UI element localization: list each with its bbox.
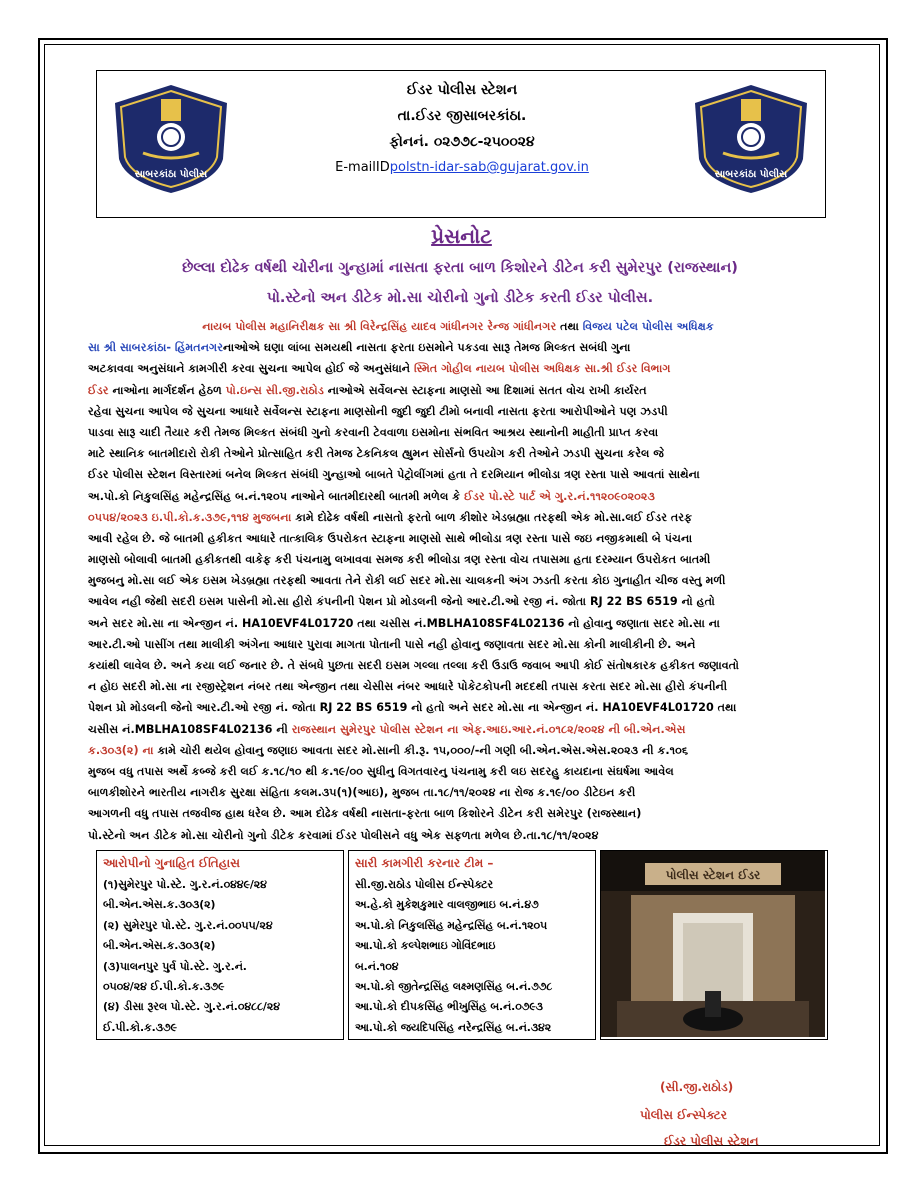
email-label: E-mailID — [335, 160, 390, 175]
body-line: આર.ટી.ઓ પાસીંગ તથા માલીકી અંગેના આધાર પુરાવા માગતા પોતાની પાસે નહી હોવાનુ જણાવતા સદર મો.સા કોની માલીકીની છે. અને — [88, 637, 696, 651]
body-line: અને સદર મો.સા ના એન્જીન નં. HA10EVF4L01720 તથા ચસીસ નં.MBLHA108SF4L02136 નો હોવાનુ જણાતા સદર મો.સા ના — [88, 616, 720, 630]
team-member: અ.પો.કો જીતેન્દ્રસિંહ લક્ષ્મણસિંહ બ.નં.૭૭૮ — [355, 979, 553, 993]
team-member: બ.નં.૧૦૪ — [355, 959, 399, 973]
history-line: ૦૫૦૪/૨૪ ઈ.પી.કો.ક.૩૭૯ — [103, 979, 225, 993]
police-badge-right — [687, 81, 815, 197]
police-station-photo — [601, 851, 825, 1037]
email-link[interactable]: polstn-idar-sab@gujarat.gov.in — [389, 160, 589, 175]
history-line: (૧)સુમેરપુર પો.સ્ટે. ગુ.ર.નં.૦૪૪૯/૨૪ — [103, 878, 267, 891]
body-line: રહેવા સુચના આપેલ જે સુચના આધારે સર્વેલન્સ સ્ટાફના માણસોની જુદી જુદી ટીમો બનાવી નાસતા ફરતા આરોપીઓને પણ ઝડપી — [88, 404, 668, 418]
taluka-district: તા.ઈડર જીસાબરકાંઠા. — [397, 108, 527, 124]
press-note-title: પ્રેસનોટ — [431, 224, 492, 248]
criminal-history-box — [96, 850, 344, 1040]
team-member: આ.પો.કો દીપકસિંહ ભીખુસિંહ બ.નં.૦૭૯૩ — [355, 1000, 543, 1014]
phone-number: ફોનનં. ૦૨૭૭૮-૨૫૦૦૨૪ — [389, 134, 535, 150]
history-line: ઈ.પી.કો.ક.૩૭૯ — [103, 1020, 177, 1034]
signatory-designation: પોલીસ ઈન્સ્પેક્ટર — [640, 1108, 727, 1122]
body-line: આવેલ નહી જેથી સદરી ઇસમ પાસેની મો.સા હીરો કંપનીની પેશન પ્રો મોડલની જેનો આર.ટી.ઓ રજી નં. જોતા RJ 22 BS 6519 નો હતો — [88, 595, 715, 609]
history-line: (૩)પાલનપુર પુર્વ પો.સ્ટે. ગુ.ર.નં. — [103, 959, 247, 973]
history-line: બી.એન.એસ.ક.૩૦૩(૨) — [103, 939, 216, 953]
badge-label-left: સાબરકાંઠા પોલીસ — [134, 169, 208, 180]
body-line: નાયબ પોલીસ મહાનિરીક્ષક સા શ્રી વિરેન્દ્રસિંહ યાદવ ગાંધીનગર રેન્જ ગાંધીનગર તથા વિજય પટેલ પોલીસ અધિક્ષક — [202, 320, 714, 333]
letterhead — [96, 70, 826, 218]
team-box — [348, 850, 596, 1040]
history-line: (૨) સુમેરપુર પો.સ્ટે. ગુ.ર.નં.૦૦૫૫/૨૪ — [103, 918, 273, 932]
history-line: બી.એન.એસ.ક.૩૦૩(૨) — [103, 898, 216, 912]
body-line: માણસો બોલાવી બાતમી હકીકતથી વાકેફ કરી પંચનામુ લખાવવા સમજ કરી ભીલોડા ત્રણ રસ્તા વોચ તપાસમા હતા દરમ્યાન ઉપરોકત બાતમી — [88, 553, 711, 567]
team-member: આ.પો.કો કલ્પેશભાઇ ગોવિંદભાઇ — [355, 939, 496, 953]
body-line: ઈડર પોલીસ સ્ટેશન વિસ્તારમાં બનેલ મિલ્કત સંબંધી ગુન્હાઓ બાબતે પેટ્રોલીંગમાં હતા તે દરમિયાન ભીલોડા ત્રણ રસ્તા પાસે આવતાં સાથેના — [88, 468, 700, 482]
signatory-name: (સી.જી.રાઠોડ) — [660, 1080, 734, 1094]
team-title: સારી કામગીરી કરનાર ટીમ – — [355, 856, 494, 870]
body-line: ઈડર નાઓના માર્ગદર્શન હેઠળ પો.ઇન્સ સી.જી.રાઠોડ નાઓએ સર્વેલન્સ સ્ટાફના માણસો આ દિશામાં સતત વોચ રાખી કાર્યરત — [88, 383, 647, 397]
body-line: મુજબ વધુ તપાસ અર્થે કબ્જે કરી લઈ ક.૧૮/૧૦ થી ક.૧૯/૦૦ સુધીનુ વિગતવારનુ પંચનામુ કરી લઇ સદરહુ કાયદાના સંઘર્ષમા આવેલ — [88, 764, 674, 778]
body-line: ક.૩૦૩(૨) ના કામે ચોરી થયેલ હોવાનુ જણાઇ આવતા સદર મો.સાની કી.રૂ. ૧૫,૦૦૦/-ની ગણી બી.એન.એસ.એસ.૨૦૨૩ ની ક.૧૦૬ — [88, 743, 689, 757]
body-line: ન હોઇ સદરી મો.સા ના રજીસ્ટ્રેશન નંબર તથા એન્જીન તથા ચેસીસ નંબર આધારે પોકેટકોપની મદદથી તપાસ કરતા સદર મો.સા હીરો કંપનીની — [88, 680, 728, 694]
body-line: મુજબનુ મો.સા લઈ એક ઇસમ ખેડબ્રહ્મા તરફથી આવતા તેને રોકી લઈ સદર મો.સા ચાલકની અંગ ઝડતી કરતા કોઇ ગુનાહીત ચીજ વસ્તુ મળી — [88, 574, 726, 588]
body-line: પો.સ્ટેનો અન ડીટેક મો.સા ચોરીનો ગુનો ડીટેક કરવામાં ઈડર પોલીસને વધુ એક સફળતા મળેલ છે.તા.૧૮/૧૧/૨૦૨૪ — [88, 828, 599, 842]
team-member: સી.જી.રાઠોડ પોલીસ ઈન્સ્પેક્ટર — [355, 878, 493, 891]
history-line: (૪) ડીસા રૂરલ પો.સ્ટે. ગુ.ર.નં.૦૪૮૮/૨૪ — [103, 1000, 280, 1014]
badge-label-right: સાબરકાંઠા પોલીસ — [714, 169, 788, 180]
body-line: માટે સ્થાનિક બાતમીદારો રોકી તેઓને પ્રોત્સાહિત કરી તેમજ ટેકનિકલ હ્યુમન સોર્સનો ઉપયોગ કરી તેઓને ઝડપી સુચના કરેલ જે — [88, 447, 664, 461]
body-line: અ.પો.કો નિકુલસિંહ મહેન્દ્રસિંહ બ.નં.૧૨૦૫ નાઓને બાતમીદારથી બાતમી મળેલ કે ઈડર પો.સ્ટે પાર્ટ એ ગુ.ર.નં.૧૧૨૦૯૦૨૦૨૩ — [88, 489, 655, 503]
body-line: બાળકીશોરને ભારતીય નાગરીક સુરક્ષા સંહિતા કલમ.૩૫(૧)(આઇ), મુજબ તા.૧૮/૧૧/૨૦૨૪ ના રોજ ક.૧૯/૦૦ ડીટેઇન કરી — [88, 786, 636, 800]
body-line: આવી રહેલ છે. જે બાતમી હકીકત આધારે તાત્કાલિક ઉપરોકત સ્ટાફના માણસો સાથે ભીલોડા ત્રણ રસ્તા પાસે જઇ નજીકમાથી બે પંચના — [88, 531, 693, 545]
station-sign-text: પોલીસ સ્ટેશન ઈડર — [665, 868, 761, 882]
police-badge-left — [107, 81, 235, 197]
press-note-body — [88, 316, 828, 846]
body-line: આગળની વધુ તપાસ તજવીજ હાથ ધરેલ છે. આમ દોઢેક વર્ષથી નાસતા-ફરતા બાળ કિશોરને ડીટેન કરી સમેરપુર (રાજસ્થાન) — [88, 807, 642, 821]
body-line: સા શ્રી સાબરકાંઠા- હિંમતનગરનાઓએ ઘણા લાંબા સમયથી નાસતા ફરતા ઇસમોને પકડવા સારૂ તેમજ મિલ્કત સબંધી ગુના — [88, 341, 631, 355]
body-line: કયાંથી લાવેલ છે. અને કયા લઈ જનાર છે. તે સંબધે પુછતા સદરી ઇસમ ગલ્લા તલ્લા કરી ઉડાઉ જવાબ આપી કોઈ સંતોષકારક હકીકત જણાવતો — [88, 659, 739, 672]
criminal-history-title: આરોપીનો ગુનાહિત ઈતિહાસ — [103, 856, 240, 870]
team-member: અ.હે.કો મુકેશકુમાર વાલજીભાઇ બ.નં.૪૭ — [355, 898, 539, 912]
team-member: આ.પો.કો જયદિપસિંહ નરેન્દ્રસિંહ બ.નં.૩૪૨ — [355, 1020, 552, 1034]
headline-line-1: છેલ્લા દોઢેક વર્ષથી ચોરીના ગુન્હામાં નાસતા ફરતા બાળ કિશોરને ડીટેન કરી સુમેરપુર (રાજસ્થાન) — [182, 260, 738, 276]
body-line: ચસીસ નં.MBLHA108SF4L02136 ની રાજસ્થાન સુમેરપુર પોલીસ સ્ટેશન ના એફ.આઇ.આર.નં.૦૧૮૨/૨૦૨૪ ની બી.એન.એસ — [88, 722, 686, 736]
body-line: પાડવા સારૂ ચાદી તૈયાર કરી તેમજ મિલ્કત સંબંધી ગુનો કરવાની ટેવવાળા ઇસમોના સંભવિત આશ્રય સ્થાનોની માહીતી પ્રાપ્ત કરવા — [88, 425, 659, 439]
team-member: અ.પો.કો નિકુલસિંહ મહેન્દ્રસિંહ બ.નં.૧૨૦૫ — [355, 918, 548, 932]
body-line: અટકાવવા અનુસંધાને કામગીરી કરવા સુચના આપેલ હોઈ જે અનુસંધાને સ્મિત ગોહીલ નાયબ પોલીસ અધિક્ષક સા.શ્રી ઈડર વિભાગ — [88, 362, 671, 376]
station-name: ઈડર પોલીસ સ્ટેશન — [406, 82, 518, 98]
headline-line-2: પો.સ્ટેનો અન ડીટેક મો.સા ચોરીનો ગુનો ડીટેક કરતી ઈડર પોલીસ. — [266, 290, 654, 306]
signatory-station: ઈડર પોલીસ સ્ટેશન — [664, 1134, 759, 1148]
body-line: પેશન પ્રો મોડલની જેનો આર.ટી.ઓ રજી નં. જોતા RJ 22 BS 6519 નો હતો અને સદર મો.સા ના એન્જીન નં. HA10EVF4L01720 તથા — [88, 701, 737, 715]
body-line: ૦૫૫૪/૨૦૨૩ ઇ.પી.કો.ક.૩૭૯,૧૧૪ મુજબના કામે દોઢેક વર્ષથી નાસતો ફરતો બાળ કીશોર ખેડબ્રહ્મા તરફથી એક મો.સા.લઈ ઈડર તરફ — [88, 510, 693, 524]
photo-box — [600, 850, 828, 1040]
